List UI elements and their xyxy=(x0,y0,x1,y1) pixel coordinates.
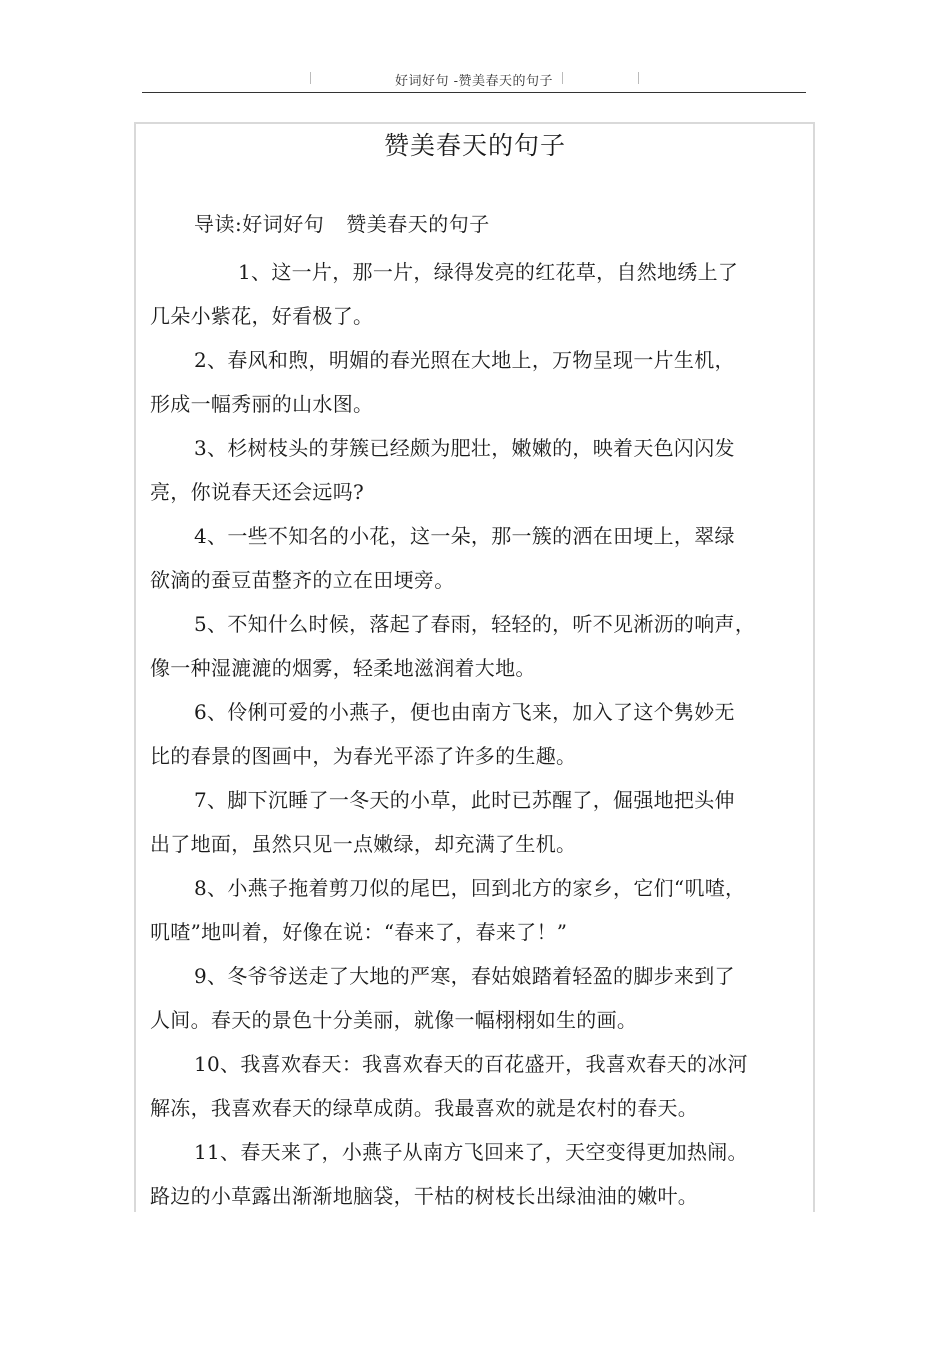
sentence-item-8 xyxy=(150,866,760,954)
sentence-line: 几朵小紫花，好看极了。 xyxy=(150,304,374,328)
sentence-item-6 xyxy=(150,690,760,778)
sentence-item-2 xyxy=(150,338,760,426)
sentence-item-10 xyxy=(150,1042,760,1130)
page-header xyxy=(142,66,806,93)
document-title: 赞美春天的句子 xyxy=(383,131,566,160)
sentence-line: 出了地面，虽然只见一点嫩绿，却充满了生机。 xyxy=(150,832,577,856)
sentence-item-7 xyxy=(150,778,760,866)
sentence-line: 欲滴的蚕豆苗整齐的立在田埂旁。 xyxy=(150,568,455,592)
sentence-list xyxy=(150,250,760,1218)
sentence-line: 7、脚下沉睡了一冬天的小草，此时已苏醒了，倔强地把头伸 xyxy=(194,788,735,812)
sentence-item-3 xyxy=(150,426,760,514)
sentence-line: 8、小燕子拖着剪刀似的尾巴，回到北方的家乡，它们“叽喳， xyxy=(194,876,746,900)
sentence-line: 10、我喜欢春天：我喜欢春天的百花盛开，我喜欢春天的冰河 xyxy=(194,1052,748,1076)
header-divider-right xyxy=(638,72,639,84)
header-divider-middle xyxy=(562,72,563,84)
sentence-line: 9、冬爷爷送走了大地的严寒，春姑娘踏着轻盈的脚步来到了 xyxy=(194,964,735,988)
sentence-line: 11、春天来了，小燕子从南方飞回来了，天空变得更加热闹。 xyxy=(194,1140,748,1164)
sentence-line: 4、一些不知名的小花，这一朵，那一簇的洒在田埂上，翠绿 xyxy=(194,524,735,548)
sentence-item-5 xyxy=(150,602,760,690)
sentence-line: 1、这一片，那一片，绿得发亮的红花草，自然地绣上了 xyxy=(238,260,739,284)
lead-label: 导读:好词好句 xyxy=(194,212,325,236)
sentence-line: 人间。春天的景色十分美丽，就像一幅栩栩如生的画。 xyxy=(150,1008,638,1032)
sentence-line: 像一种湿漉漉的烟雾，轻柔地滋润着大地。 xyxy=(150,656,536,680)
sentence-item-11 xyxy=(150,1130,760,1218)
sentence-line: 解冻，我喜欢春天的绿草成荫。我最喜欢的就是农村的春天。 xyxy=(150,1096,699,1120)
lead-topic: 赞美春天的句子 xyxy=(346,212,490,236)
sentence-line: 叽喳”地叫着，好像在说：“春来了，春来了！” xyxy=(150,920,568,944)
sentence-line: 3、杉树枝头的芽簇已经颇为肥壮，嫩嫩的，映着天色闪闪发 xyxy=(194,436,735,460)
sentence-line: 5、不知什么时候，落起了春雨，轻轻的，听不见淅沥的响声， xyxy=(194,612,756,636)
header-text: 好词好句 -赞美春天的句子 xyxy=(394,74,554,89)
sentence-line: 2、春风和煦，明媚的春光照在大地上，万物呈现一片生机， xyxy=(194,348,735,372)
sentence-line: 比的春景的图画中，为春光平添了许多的生趣。 xyxy=(150,744,577,768)
sentence-line: 路边的小草露出渐渐地脑袋，干枯的树枝长出绿油油的嫩叶。 xyxy=(150,1184,699,1208)
sentence-item-9 xyxy=(150,954,760,1042)
sentence-item-4 xyxy=(150,514,760,602)
sentence-item-1 xyxy=(150,250,760,338)
sentence-line: 形成一幅秀丽的山水图。 xyxy=(150,392,374,416)
sentence-line: 亮，你说春天还会远吗? xyxy=(150,480,365,504)
lead-line xyxy=(194,208,490,237)
sentence-line: 6、伶俐可爱的小燕子，便也由南方飞来，加入了这个隽妙无 xyxy=(194,700,735,724)
